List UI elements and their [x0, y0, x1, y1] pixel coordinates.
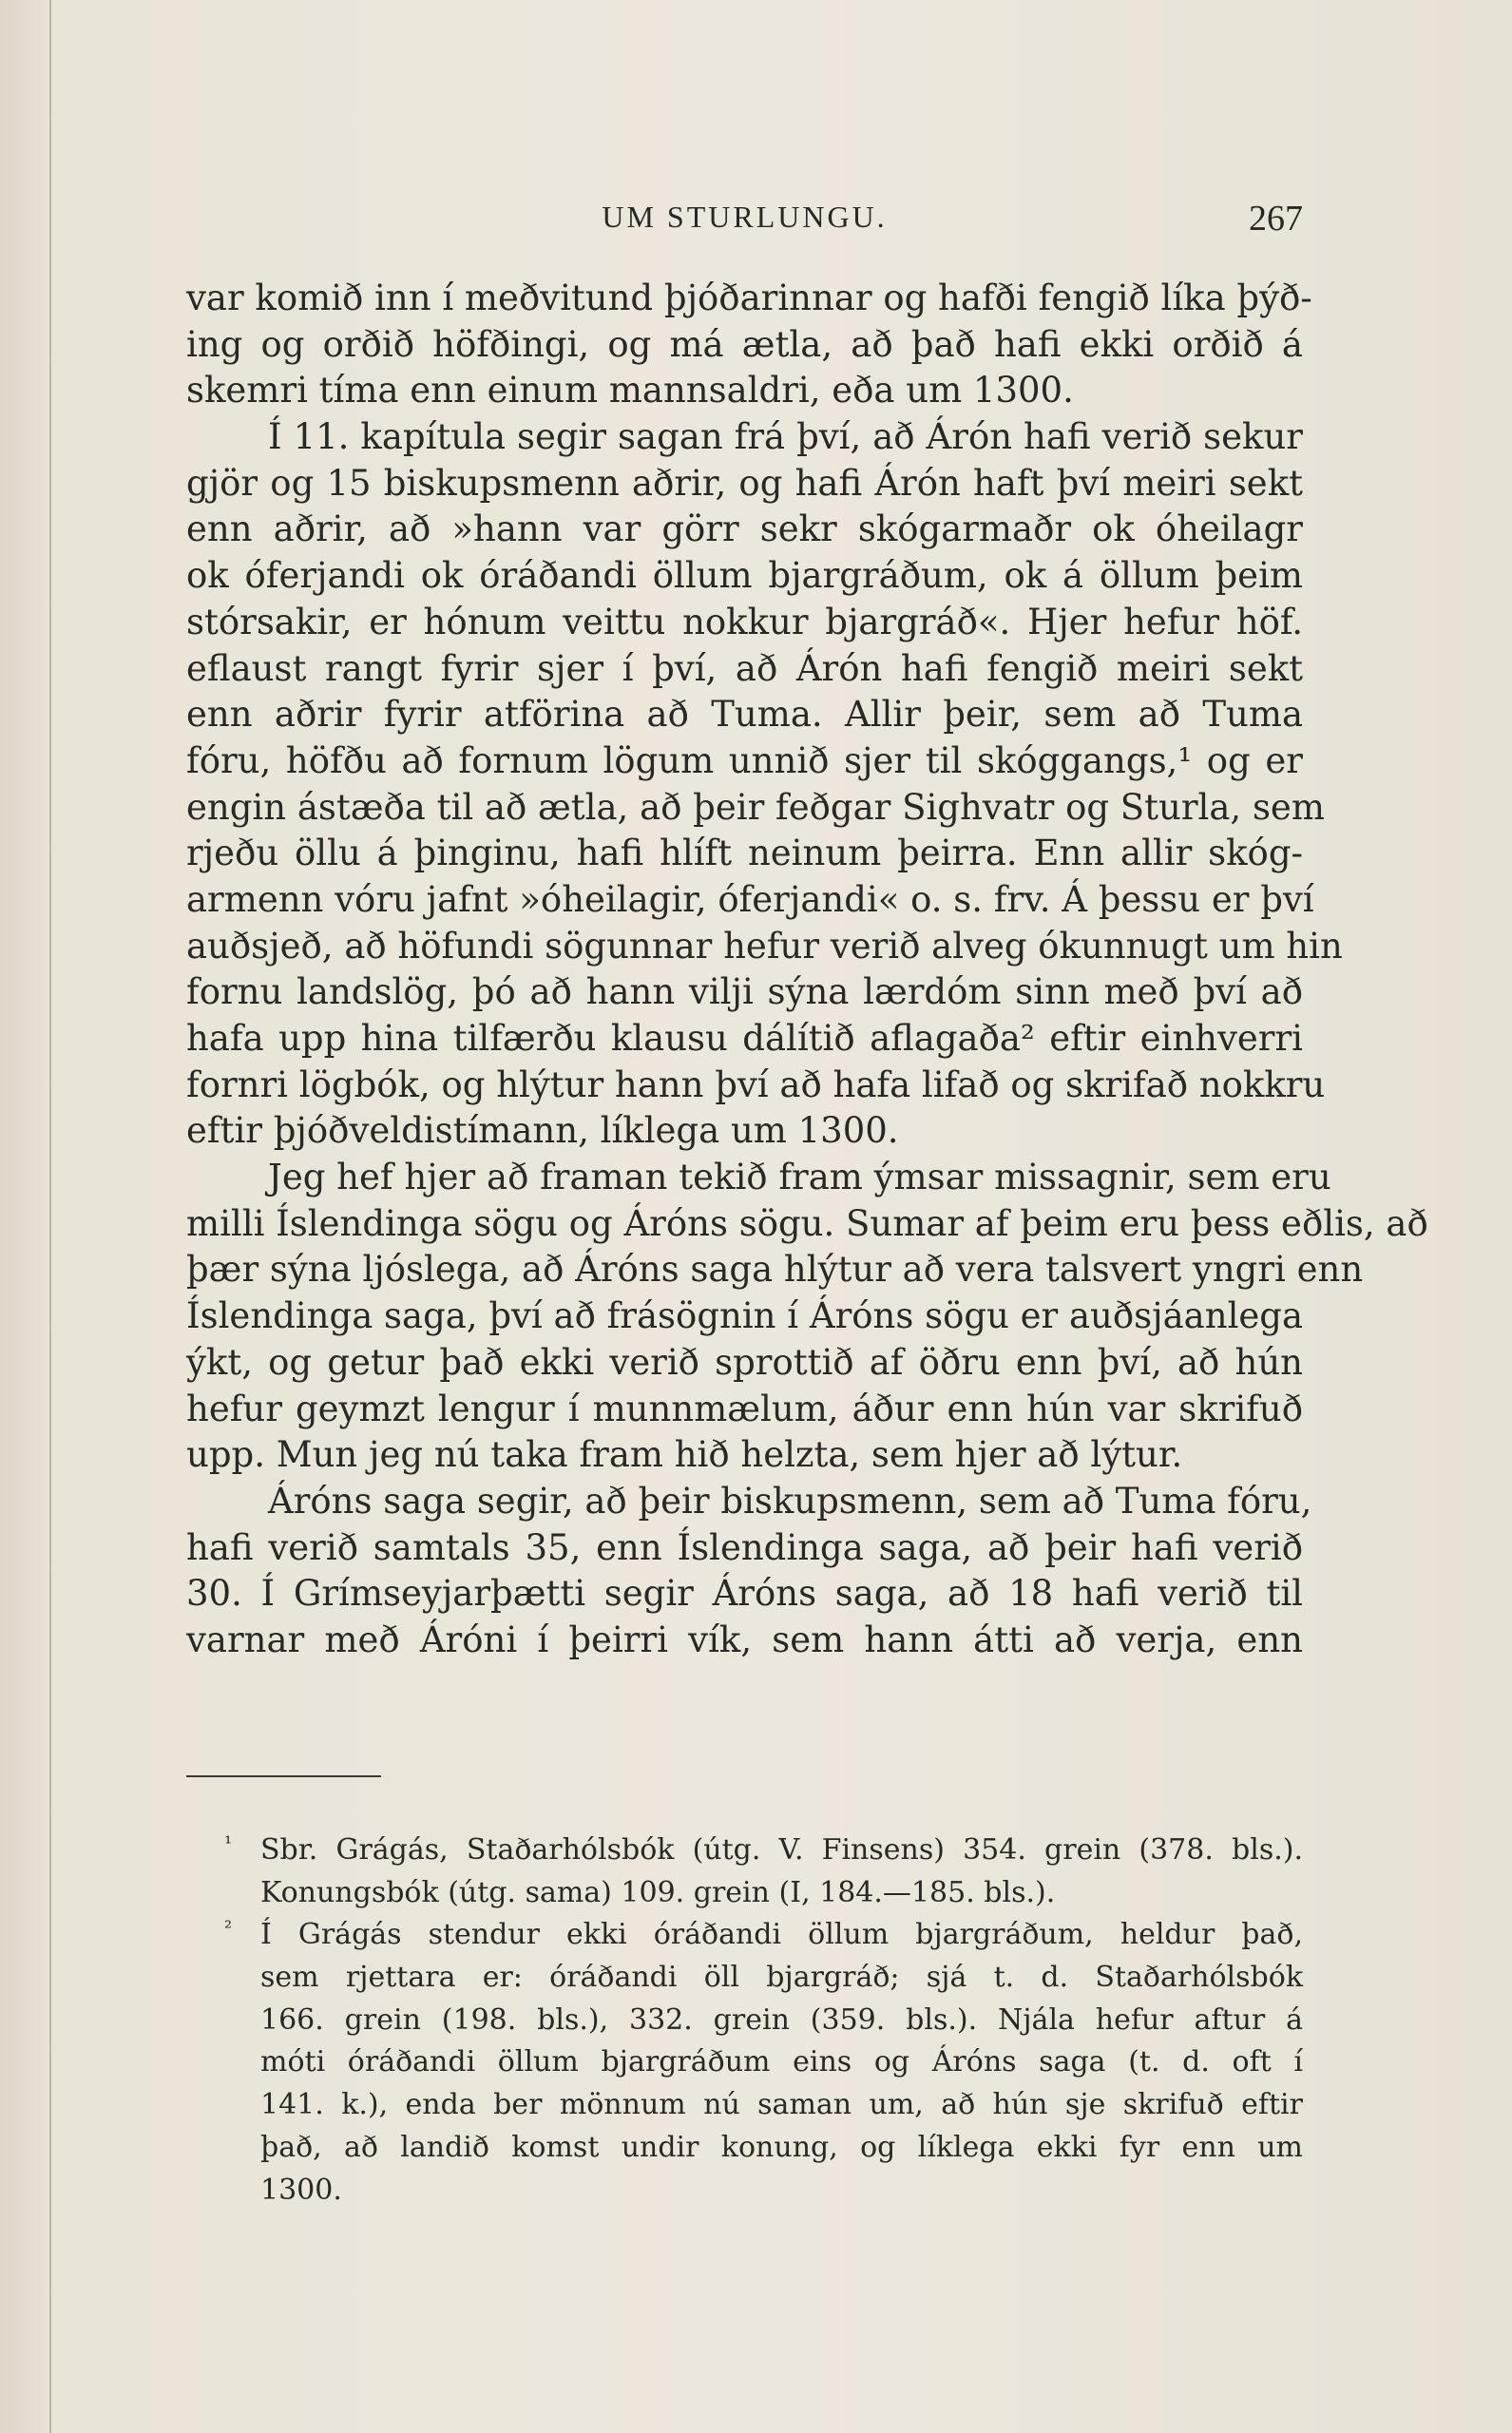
footnote-2-line: 166. grein (198. bls.), 332. grein (359. bls.). Njála hefur aftur á [260, 2002, 1303, 2037]
footnote-2-text: Í Grágás stendur ekki óráðandi öllum bjargráðum, heldur það, [260, 1918, 1303, 1952]
footnotes [186, 1830, 1303, 2212]
text-line: fóru, höfðu að fornum lögum unnið sjer til skóggangs,¹ og er [186, 739, 1303, 781]
page-number: 267 [1249, 199, 1303, 239]
text-line: skemri tíma enn einum mannsaldri, eða um 1300. [186, 370, 1074, 412]
text-line: rjeðu öllu á þinginu, hafi hlíft neinum þeirra. Enn allir skóg- [186, 833, 1303, 874]
text-line: gjör og 15 biskupsmenn aðrir, og hafi Árón haft því meiri sekt [186, 462, 1303, 504]
footnote-2-line: 1300. [260, 2173, 342, 2207]
running-head [186, 200, 1303, 247]
text-line: milli Íslendinga sögu og Áróns sögu. Sumar af þeim eru þess eðlis, að [186, 1202, 1428, 1244]
running-head-title: UM STURLUNGU. [602, 200, 888, 234]
footnote-1-marker: ¹ [224, 1831, 233, 1854]
body-text [186, 276, 1428, 1664]
text-line: Íslendinga saga, því að frásögnin í Áróns sögu er auðsjáanlega [186, 1295, 1304, 1337]
text-line: 30. Í Grímseyjarþætti segir Áróns saga, að 18 hafi verið til [186, 1573, 1303, 1615]
binding-edge [49, 0, 51, 2433]
footnote-2-line: sem rjettara er: óráðandi öll bjargráð; sjá t. d. Staðarhólsbók [260, 1961, 1303, 1995]
text-line: ýkt, og getur það ekki verið sprottið af öðru enn því, að hún [186, 1341, 1303, 1383]
text-line: hafa upp hina tilfærðu klausu dálítið aflagaða² eftir einhverri [186, 1018, 1303, 1059]
text-line: var komið inn í meðvitund þjóðarinnar og hafði fengið líka þýð- [186, 278, 1312, 318]
text-line: fornu landslög, þó að hann vilji sýna lærdóm sinn með því að [186, 971, 1303, 1013]
text-line: ing og orðið höfðingi, og má ætla, að það hafi ekki orðið á [186, 323, 1303, 365]
footnote-2-line: móti óráðandi öllum bjargráðum eins og Áróns saga (t. d. oft í [260, 2045, 1303, 2079]
footnote-2-line: 141. k.), enda ber mönnum nú saman um, að hún sje skrifuð eftir [260, 2088, 1303, 2122]
footnote-1-line: Konungsbók (útg. sama) 109. grein (I, 184.—185. bls.). [260, 1875, 1056, 1909]
footnote-1-text: Sbr. Grágás, Staðarhólsbók (útg. V. Finsens) 354. grein (378. bls.). [260, 1833, 1303, 1867]
text-line: upp. Mun jeg nú taka fram hið helzta, sem hjer að lýtur. [186, 1434, 1183, 1476]
footnote-1-line [186, 1830, 1303, 1872]
footnote-2-line: það, að landið komst undir konung, og líklega ekki fyr enn um [260, 2130, 1303, 2164]
footnote-2-line [186, 1914, 1303, 1957]
text-line: armenn vóru jafnt »óheilagir, óferjandi« o. s. frv. Á þessu er því [186, 878, 1314, 920]
text-line: hafi verið samtals 35, enn Íslendinga saga, að þeir hafi verið [186, 1526, 1303, 1568]
text-line: eflaust rangt fyrir sjer í því, að Árón hafi fengið meiri sekt [186, 647, 1303, 689]
text-line: engin ástæða til að ætla, að þeir feðgar Sighvatr og Sturla, sem [186, 786, 1325, 828]
text-line: stórsakir, er hónum veittu nokkur bjargráð«. Hjer hefur höf. [186, 601, 1303, 642]
text-line: varnar með Áróni í þeirri vík, sem hann átti að verja, enn [186, 1619, 1303, 1660]
footnote-2-marker: ² [224, 1916, 233, 1940]
text-line: Í 11. kapítula segir sagan frá því, að Árón hafi verið sekur [268, 416, 1303, 458]
text-line: þær sýna ljóslega, að Áróns saga hlýtur að vera talsvert yngri enn [186, 1249, 1364, 1291]
text-line: auðsjeð, að höfundi sögunnar hefur verið alveg ókunnugt um hin [186, 925, 1343, 967]
text-line: Áróns saga segir, að þeir biskupsmenn, sem að Tuma fóru, [268, 1480, 1312, 1522]
text-line: Jeg hef hjer að framan tekið fram ýmsar missagnir, sem eru [268, 1157, 1331, 1198]
text-line: hefur geymzt lengur í munnmælum, áður enn hún var skrifuð [186, 1388, 1303, 1429]
text-line: enn aðrir fyrir atförina að Tuma. Allir þeir, sem að Tuma [186, 694, 1303, 736]
text-line: ok óferjandi ok óráðandi öllum bjargráðum, ok á öllum þeim [186, 555, 1303, 597]
footnote-divider [186, 1775, 381, 1777]
text-line: eftir þjóðveldistímann, líklega um 1300. [186, 1110, 899, 1152]
text-line: fornri lögbók, og hlýtur hann því að hafa lifað og skrifað nokkru [186, 1063, 1326, 1105]
text-line: enn aðrir, að »hann var görr sekr skógarmaðr ok óheilagr [186, 508, 1303, 550]
